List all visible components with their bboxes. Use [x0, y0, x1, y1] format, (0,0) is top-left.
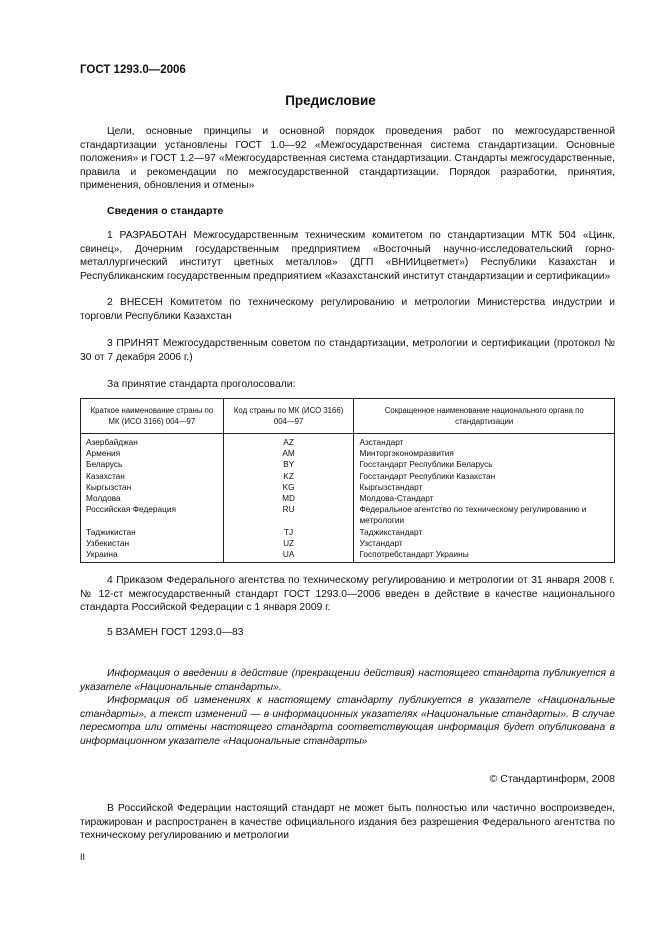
cell-body: Госстандарт Республики Беларусь [354, 459, 615, 470]
reproduction-notice: В Российской Федерации настоящий стандарт не может быть полностью или частично воспроизведен, тиражирован и распространен в качестве официального издания без разрешения Федерального агентства по техническому регулированию и метрологии [80, 803, 615, 841]
column-header-code: Код страны по МК (ИСО 3166) 004—97 [223, 399, 354, 434]
item-5-paragraph: 5 ВЗАМЕН ГОСТ 1293.0—83 [107, 627, 244, 638]
page-title: Предисловие [285, 93, 376, 108]
cell-code: UZ [223, 538, 354, 549]
document-code-header: ГОСТ 1293.0—2006 [80, 64, 186, 76]
cell-code: RU [223, 504, 354, 526]
cell-code: AM [223, 448, 354, 459]
cell-body: Узстандарт [354, 538, 615, 549]
cell-country: Таджикистан [81, 527, 224, 538]
table-row [81, 504, 615, 526]
cell-body: Таджикстандарт [354, 527, 615, 538]
cell-code: KG [223, 482, 354, 493]
table-row [81, 471, 615, 482]
cell-country: Азербайджан [81, 434, 224, 449]
cell-body: Молдова-Стандарт [354, 493, 615, 504]
member-states-table [80, 398, 615, 563]
cell-body: Кыргызстандарт [354, 482, 615, 493]
item-2-paragraph: 2 ВНЕСЕН Комитетом по техническому регулированию и метрологии Министерства индустрии и торговли Республики Казахстан [80, 297, 615, 322]
intro-paragraph: Цели, основные принципы и основной порядок проведения работ по межгосударственной стандартизации установлены ГОСТ 1.0—92 «Межгосударственная система стандартизации. Основные положения» и ГОСТ 1.2—97 «Межгосударственная система стандартизации. Стандарты межгосударственные, правила и рекомендации по межгосударственной стандартизации. Порядок разработки, принятия, применения, обновления и отмены» [80, 126, 615, 191]
cell-country: Узбекистан [81, 538, 224, 549]
item-3-paragraph: 3 ПРИНЯТ Межгосударственным советом по стандартизации, метрологии и сертификации (протокол № 30 от 7 декабря 2006 г.) [80, 338, 615, 363]
table-row [81, 459, 615, 470]
cell-code: KZ [223, 471, 354, 482]
table-row [81, 527, 615, 538]
info-paragraph-1: Информация о введении в действие (прекращении действия) настоящего стандарта публикуется в указателе «Национальные стандарты». [80, 668, 615, 693]
item-4-paragraph: 4 Приказом Федерального агентства по техническому регулированию и метрологии от 31 января 2008 г. № 12-ст межгосударственный стандарт ГОСТ 1293.0—2006 введен в действие в качестве национального стандарта Российской Федерации с 1 января 2009 г. [80, 575, 615, 613]
copyright-line: © Стандартинформ, 2008 [489, 773, 615, 785]
vote-label: За принятие стандарта проголосовали: [107, 379, 296, 390]
cell-body: Госстандарт Республики Казахстан [354, 471, 615, 482]
table-row [81, 538, 615, 549]
cell-body: Госпотребстандарт Украины [354, 549, 615, 563]
cell-country: Российская Федерация [81, 504, 224, 526]
table-header-row [81, 399, 615, 434]
cell-code: UA [223, 549, 354, 563]
cell-country: Украина [81, 549, 224, 563]
page-number: II [80, 852, 86, 862]
cell-country: Кыргызстан [81, 482, 224, 493]
cell-code: AZ [223, 434, 354, 449]
table-row [81, 482, 615, 493]
cell-code: BY [223, 459, 354, 470]
table-row [81, 493, 615, 504]
table-row [81, 549, 615, 563]
cell-body: Федеральное агентство по техническому регулированию и метрологии [354, 504, 615, 526]
cell-body: Минторгэкономразвития [354, 448, 615, 459]
cell-country: Армения [81, 448, 224, 459]
cell-code: TJ [223, 527, 354, 538]
cell-code: MD [223, 493, 354, 504]
cell-country: Беларусь [81, 459, 224, 470]
column-header-body: Сокращенное наименование национального органа по стандартизации [354, 399, 615, 434]
cell-country: Молдова [81, 493, 224, 504]
table-row [81, 434, 615, 449]
table-row [81, 448, 615, 459]
column-header-country: Краткое наименование страны по МК (ИСО 3166) 004—97 [81, 399, 224, 434]
cell-body: Азстандарт [354, 434, 615, 449]
section-subtitle: Сведения о стандарте [107, 205, 224, 217]
info-paragraph-2: Информация об изменениях к настоящему стандарту публикуется в указателе «Национальные стандарты», а текст изменений — в информационных указателях «Национальные стандарты». В случае пересмотра или отмены настоящего стандарта соответствующая информация будет опубликована в информационном указателе «Национальные стандарты» [80, 695, 615, 747]
item-1-paragraph: 1 РАЗРАБОТАН Межгосударственным техническим комитетом по стандартизации МТК 504 «Цинк, свинец», Дочерним государственным предприятием «Восточный научно-исследовательский горно-металлургический институт цветных металлов» (ДГП «ВНИИцветмет») Республики Казахстан и Республиканским государственным предприятием «Казахстанский институт стандартизации и сертификации» [80, 230, 615, 282]
table-body [81, 434, 615, 563]
cell-country: Казахстан [81, 471, 224, 482]
